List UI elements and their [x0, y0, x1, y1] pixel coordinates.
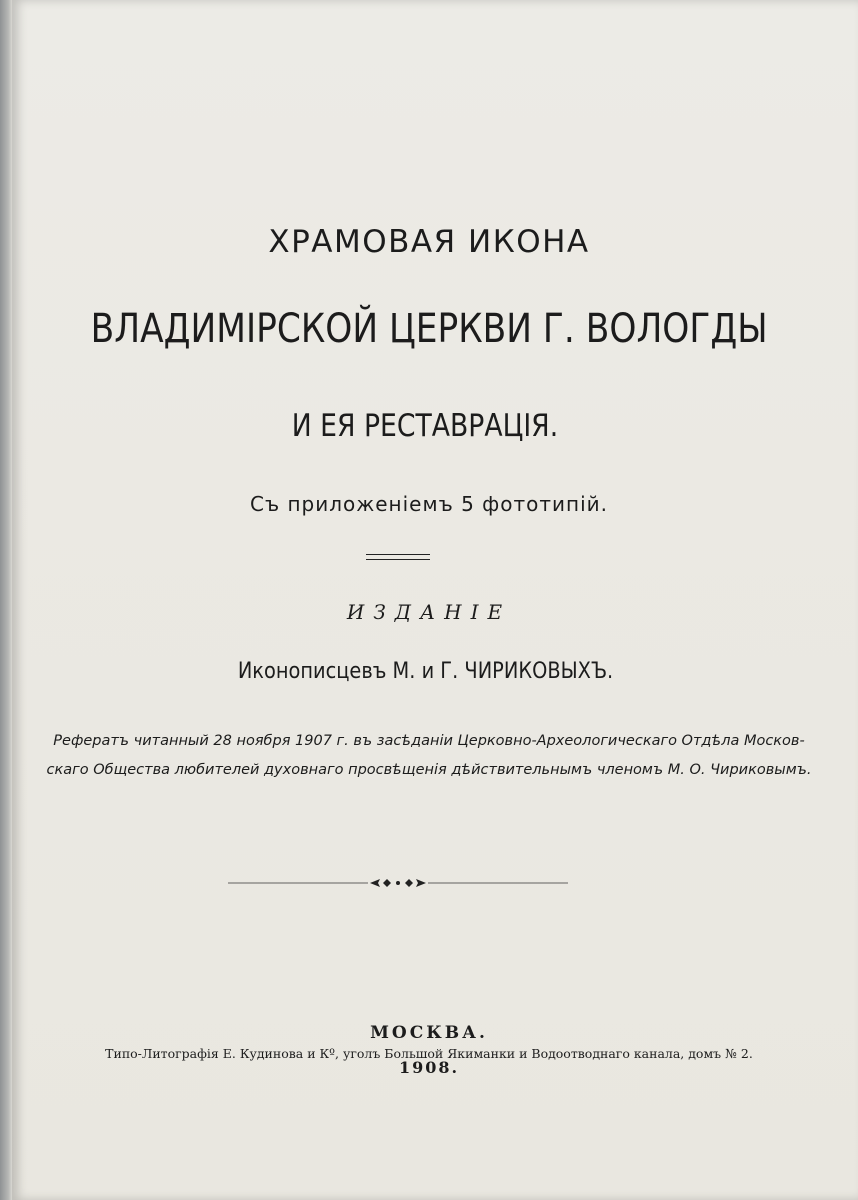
- supplement-line: Съ приложеніемъ 5 фототипій.: [249, 492, 609, 516]
- ornament-divider: [228, 875, 568, 891]
- lecture-note-line-2: скаго Общества любителей духовнаго просвѣщенія дѣйствительнымъ членомъ М. О. Чириковымъ.: [46, 762, 812, 778]
- title-line-3: И ЕЯ РЕСТАВРАЦІЯ.: [291, 408, 559, 444]
- printer-line: Типо-Литографія Е. Кудинова и Кº, уголъ Большой Якиманки и Водоотводнаго канала, домъ № 2.: [105, 1046, 753, 1061]
- title-line-2: ВЛАДИМІРСКОЙ ЦЕРКВИ Г. ВОЛОГДЫ: [90, 306, 768, 352]
- double-rule-divider: [366, 554, 430, 560]
- city-label: МОСКВА.: [370, 1023, 488, 1043]
- year-label: 1908.: [398, 1058, 460, 1077]
- title-line-1: ХРАМОВАЯ ИКОНА: [268, 224, 590, 260]
- publisher-line: Иконописцевъ М. и Г. ЧИРИКОВЫХЪ.: [237, 659, 614, 684]
- lecture-note-line-1: Рефератъ читанный 28 ноября 1907 г. въ засѣданіи Церковно-Археологическаго Отдѣла Москов-: [53, 733, 805, 749]
- edition-label: ИЗДАНІЕ: [346, 600, 512, 624]
